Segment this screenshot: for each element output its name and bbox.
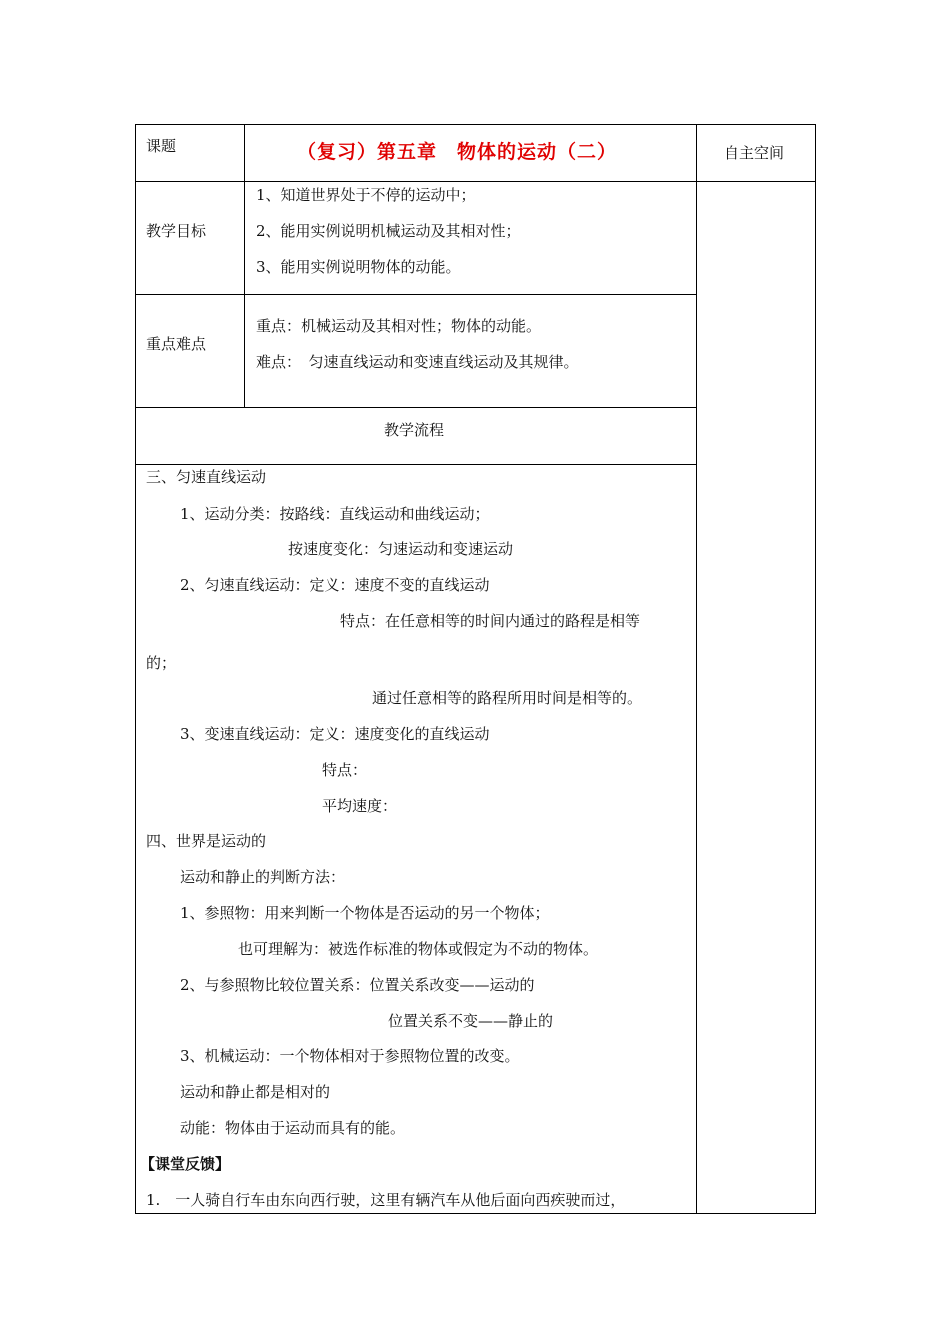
table-border-left <box>135 124 136 1214</box>
process-line: 平均速度： <box>322 797 398 815</box>
process-line: 2、与参照物比较位置关系：位置关系改变——运动的 <box>180 976 535 994</box>
process-line: 3、变速直线运动：定义：速度变化的直线运动 <box>180 725 490 743</box>
process-line: 特点： <box>322 761 368 779</box>
process-line: 运动和静止都是相对的 <box>180 1083 331 1101</box>
table-border-bottom <box>135 1213 816 1214</box>
process-line: 3、机械运动：一个物体相对于参照物位置的改变。 <box>180 1047 520 1065</box>
process-line: 1、运动分类：按路线：直线运动和曲线运动； <box>180 505 490 523</box>
section-4-heading: 四、世界是运动的 <box>146 832 267 850</box>
column-divider-side <box>696 124 697 1214</box>
page-title: （复习）第五章 物体的运动（二） <box>297 141 618 163</box>
process-label: 教学流程 <box>384 421 445 439</box>
objective-item-3: 3、能用实例说明物体的动能。 <box>256 258 461 276</box>
process-line: 位置关系不变——静止的 <box>388 1012 554 1030</box>
section-3-heading: 三、匀速直线运动 <box>146 468 267 486</box>
key-points-label: 重点难点 <box>146 335 207 353</box>
feedback-heading: 【课堂反馈】 <box>140 1155 231 1173</box>
row-divider-2 <box>135 294 697 295</box>
objective-item-1: 1、知道世界处于不停的运动中； <box>256 186 476 204</box>
process-line: 特点：在任意相等的时间内通过的路程是相等 <box>340 612 641 630</box>
table-border-right <box>815 124 816 1214</box>
key-point-difficulty: 难点： 匀速直线运动和变速直线运动及其规律。 <box>256 353 579 371</box>
process-line: 2、匀速直线运动：定义：速度不变的直线运动 <box>180 576 490 594</box>
objective-item-2: 2、能用实例说明机械运动及其相对性； <box>256 222 521 240</box>
process-line: 按速度变化：匀速运动和变速运动 <box>288 540 514 558</box>
process-line: 运动和静止的判断方法： <box>180 868 346 886</box>
process-line: 1、参照物：用来判断一个物体是否运动的另一个物体； <box>180 904 550 922</box>
row-divider-4 <box>135 464 697 465</box>
topic-label: 课题 <box>146 137 177 155</box>
column-divider-label <box>244 124 245 407</box>
objectives-label: 教学目标 <box>146 222 207 240</box>
feedback-item-1: 1. 一人骑自行车由东向西行驶，这里有辆汽车从他后面向西疾驶而过， <box>146 1191 626 1209</box>
process-line: 动能：物体由于运动而具有的能。 <box>180 1119 406 1137</box>
process-line: 通过任意相等的路程所用时间是相等的。 <box>372 689 643 707</box>
process-line: 也可理解为：被选作标准的物体或假定为不动的物体。 <box>238 940 599 958</box>
row-divider-3 <box>135 407 697 408</box>
key-point-focus: 重点：机械运动及其相对性；物体的动能。 <box>256 317 542 335</box>
side-space-label: 自主空间 <box>724 144 785 162</box>
process-line: 的； <box>146 654 177 672</box>
row-divider-1 <box>135 181 816 182</box>
table-border-top <box>135 124 816 125</box>
